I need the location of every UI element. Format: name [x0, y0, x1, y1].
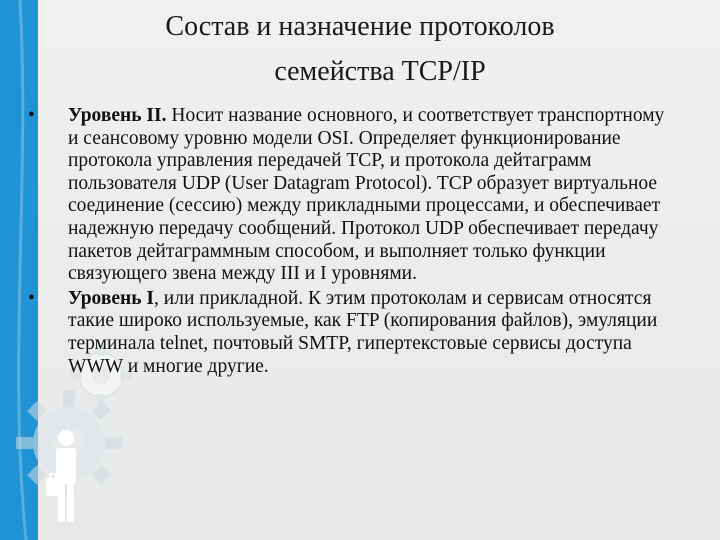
- bullet-text: , или прикладной. К этим протоколам и сервисам относятся такие широко используемые, как FTP (копирования файлов), эмуляции терминала telnet, почтовый SMTP, гипертекстовые сервисы доступа WWW и многие другие.: [68, 287, 658, 377]
- slide-title-line1: Состав и назначение протоколов: [165, 11, 555, 42]
- bullet-lead: Уровень II.: [68, 105, 167, 126]
- bullet-list: [24, 105, 674, 380]
- bullet-marker: •: [28, 287, 35, 309]
- bullet-lead: Уровень I: [68, 287, 155, 309]
- bullet-text: Носит название основного, и соответствует транспортному и сеансовому уровню модели OSI. Определяет функционирование протокола управления передачей TCP, и протокола дейтаграмм пользователя UDP (User Datagram Protocol). TCP образует виртуальное соединение (сессию) между прикладными процессами, и обеспечивает надежную передачу сообщений. Протокол UDP обеспечивает передачу пакетов дейтаграммным способом, и выполняет только функции связующего звена между III и I уровнями.: [68, 105, 665, 285]
- person-with-briefcase-icon: [44, 428, 84, 528]
- slide-title-line2: семейства TCP/IP: [274, 56, 486, 87]
- bullet-marker: •: [28, 105, 35, 126]
- list-item: [24, 105, 674, 286]
- list-item: [24, 288, 674, 378]
- slide-title: [0, 4, 720, 94]
